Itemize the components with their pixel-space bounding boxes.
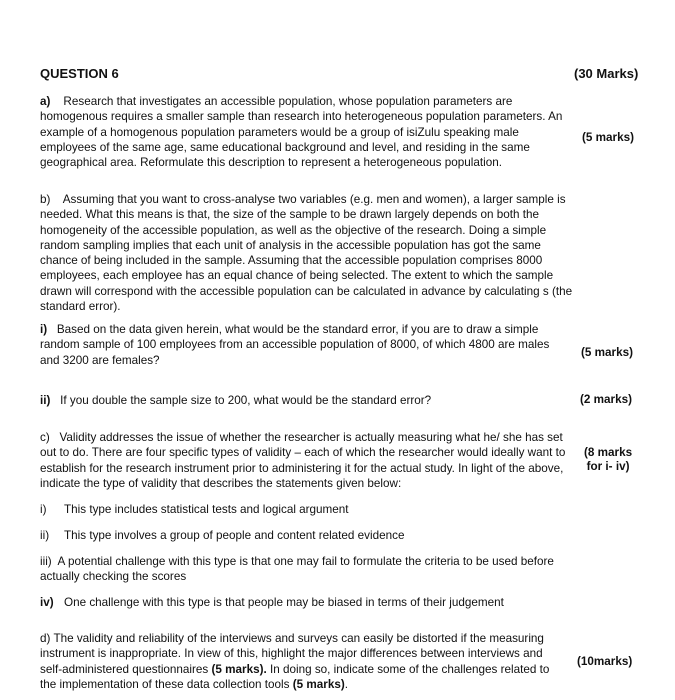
item-text: A potential challenge with this type is that one may fail to formulate the criteria to be used before actually checking the scores (40, 555, 554, 583)
part-a-marks: (5 marks) (582, 131, 634, 144)
part-d-label: d) (40, 632, 51, 645)
part-b (40, 192, 578, 314)
part-d (40, 631, 552, 692)
part-c-item-ii (40, 528, 580, 543)
item-label: i) (40, 503, 47, 516)
part-d-text-1: The validity and reliability of the interviews and surveys can easily be distorted if the measuring instrument is inappropriate. In view of this, highlight the major differences between interviews and self-administered questionnaires (40, 632, 544, 676)
part-b-ii-marks: (2 marks) (580, 393, 632, 406)
part-c-text: Validity addresses the issue of whether the researcher is actually measuring what he/ she has set out to do. There are four specific types of validity – each of which the researcher would ideally want to establish for the research instrument prior to administering it for the actual study. In light of the above, indicate the type of validity that describes the statements given below: (40, 431, 566, 490)
part-c-item-iii (40, 554, 575, 584)
part-d-text-2: In doing so, indicate some of the challenges related to the implementation of these data collection tools (40, 662, 550, 691)
part-b-ii-label: ii) (40, 394, 51, 407)
part-b-i-marks: (5 marks) (581, 346, 633, 359)
total-marks: (30 Marks) (574, 66, 639, 81)
part-c-item-i (40, 502, 580, 517)
part-b-i-label: i) (40, 323, 48, 336)
part-b-i-text: Based on the data given herein, what would be the standard error, if you are to draw a simple random sample of 100 employees from an accessible population of 8000, of which 4800 are males and 3200 are females? (40, 323, 550, 367)
part-c-marks-line1: (8 marks (584, 446, 633, 459)
item-text: One challenge with this type is that people may be biased in terms of their judgement (64, 596, 504, 609)
item-text: This type includes statistical tests and logical argument (64, 503, 349, 516)
part-c-marks-line2: for i- iv) (586, 460, 630, 473)
part-a-label: a) (40, 95, 51, 108)
item-text: This type involves a group of people and content related evidence (64, 529, 405, 542)
part-a-text: Research that investigates an accessible population, whose population parameters are homogenous requires a smaller sample than research into heterogeneous population parameters. An example of a homogenous population parameters would be a group of isiZulu speaking male employees of the same age, same educational background and level, and residing in the same geographical area. Reformulate this description to represent a heterogeneous population. (40, 95, 563, 170)
part-a (40, 94, 574, 170)
item-label: iii) (40, 555, 52, 568)
item-label: ii) (40, 529, 50, 542)
part-b-ii-text: If you double the sample size to 200, what would be the standard error? (60, 394, 432, 407)
part-b-text: Assuming that you want to cross-analyse two variables (e.g. men and women), a larger sample is needed. What this means is that, the size of the sample to be drawn largely depends on both the homogeneity of the accessible population, as well as the objective of the research. Doing a simple random sampling implies that each unit of analysis in the accessible population has got the same chance of being included in the sample. Assuming that the accessible population comprises 8000 employees, each employee has an equal chance of being selected. The extent to which the sample drawn will correspond with the accessible population can be calculated in advance by calculating s (the standard error). (40, 193, 573, 314)
part-c-item-iv (40, 595, 580, 610)
part-b-ii (40, 393, 574, 408)
question-title: QUESTION 6 (40, 66, 119, 81)
part-d-marks: (10marks) (577, 655, 633, 668)
part-d-text-end: . (344, 677, 348, 691)
part-c (40, 430, 570, 491)
item-label: iv) (40, 596, 54, 609)
part-b-i (40, 322, 552, 368)
part-d-marks-inline-1: (5 marks). (211, 662, 267, 676)
part-c-label: c) (40, 431, 50, 444)
part-b-label: b) (40, 193, 51, 206)
part-d-marks-inline-2: (5 marks) (292, 677, 345, 691)
part-c-marks (584, 446, 632, 474)
